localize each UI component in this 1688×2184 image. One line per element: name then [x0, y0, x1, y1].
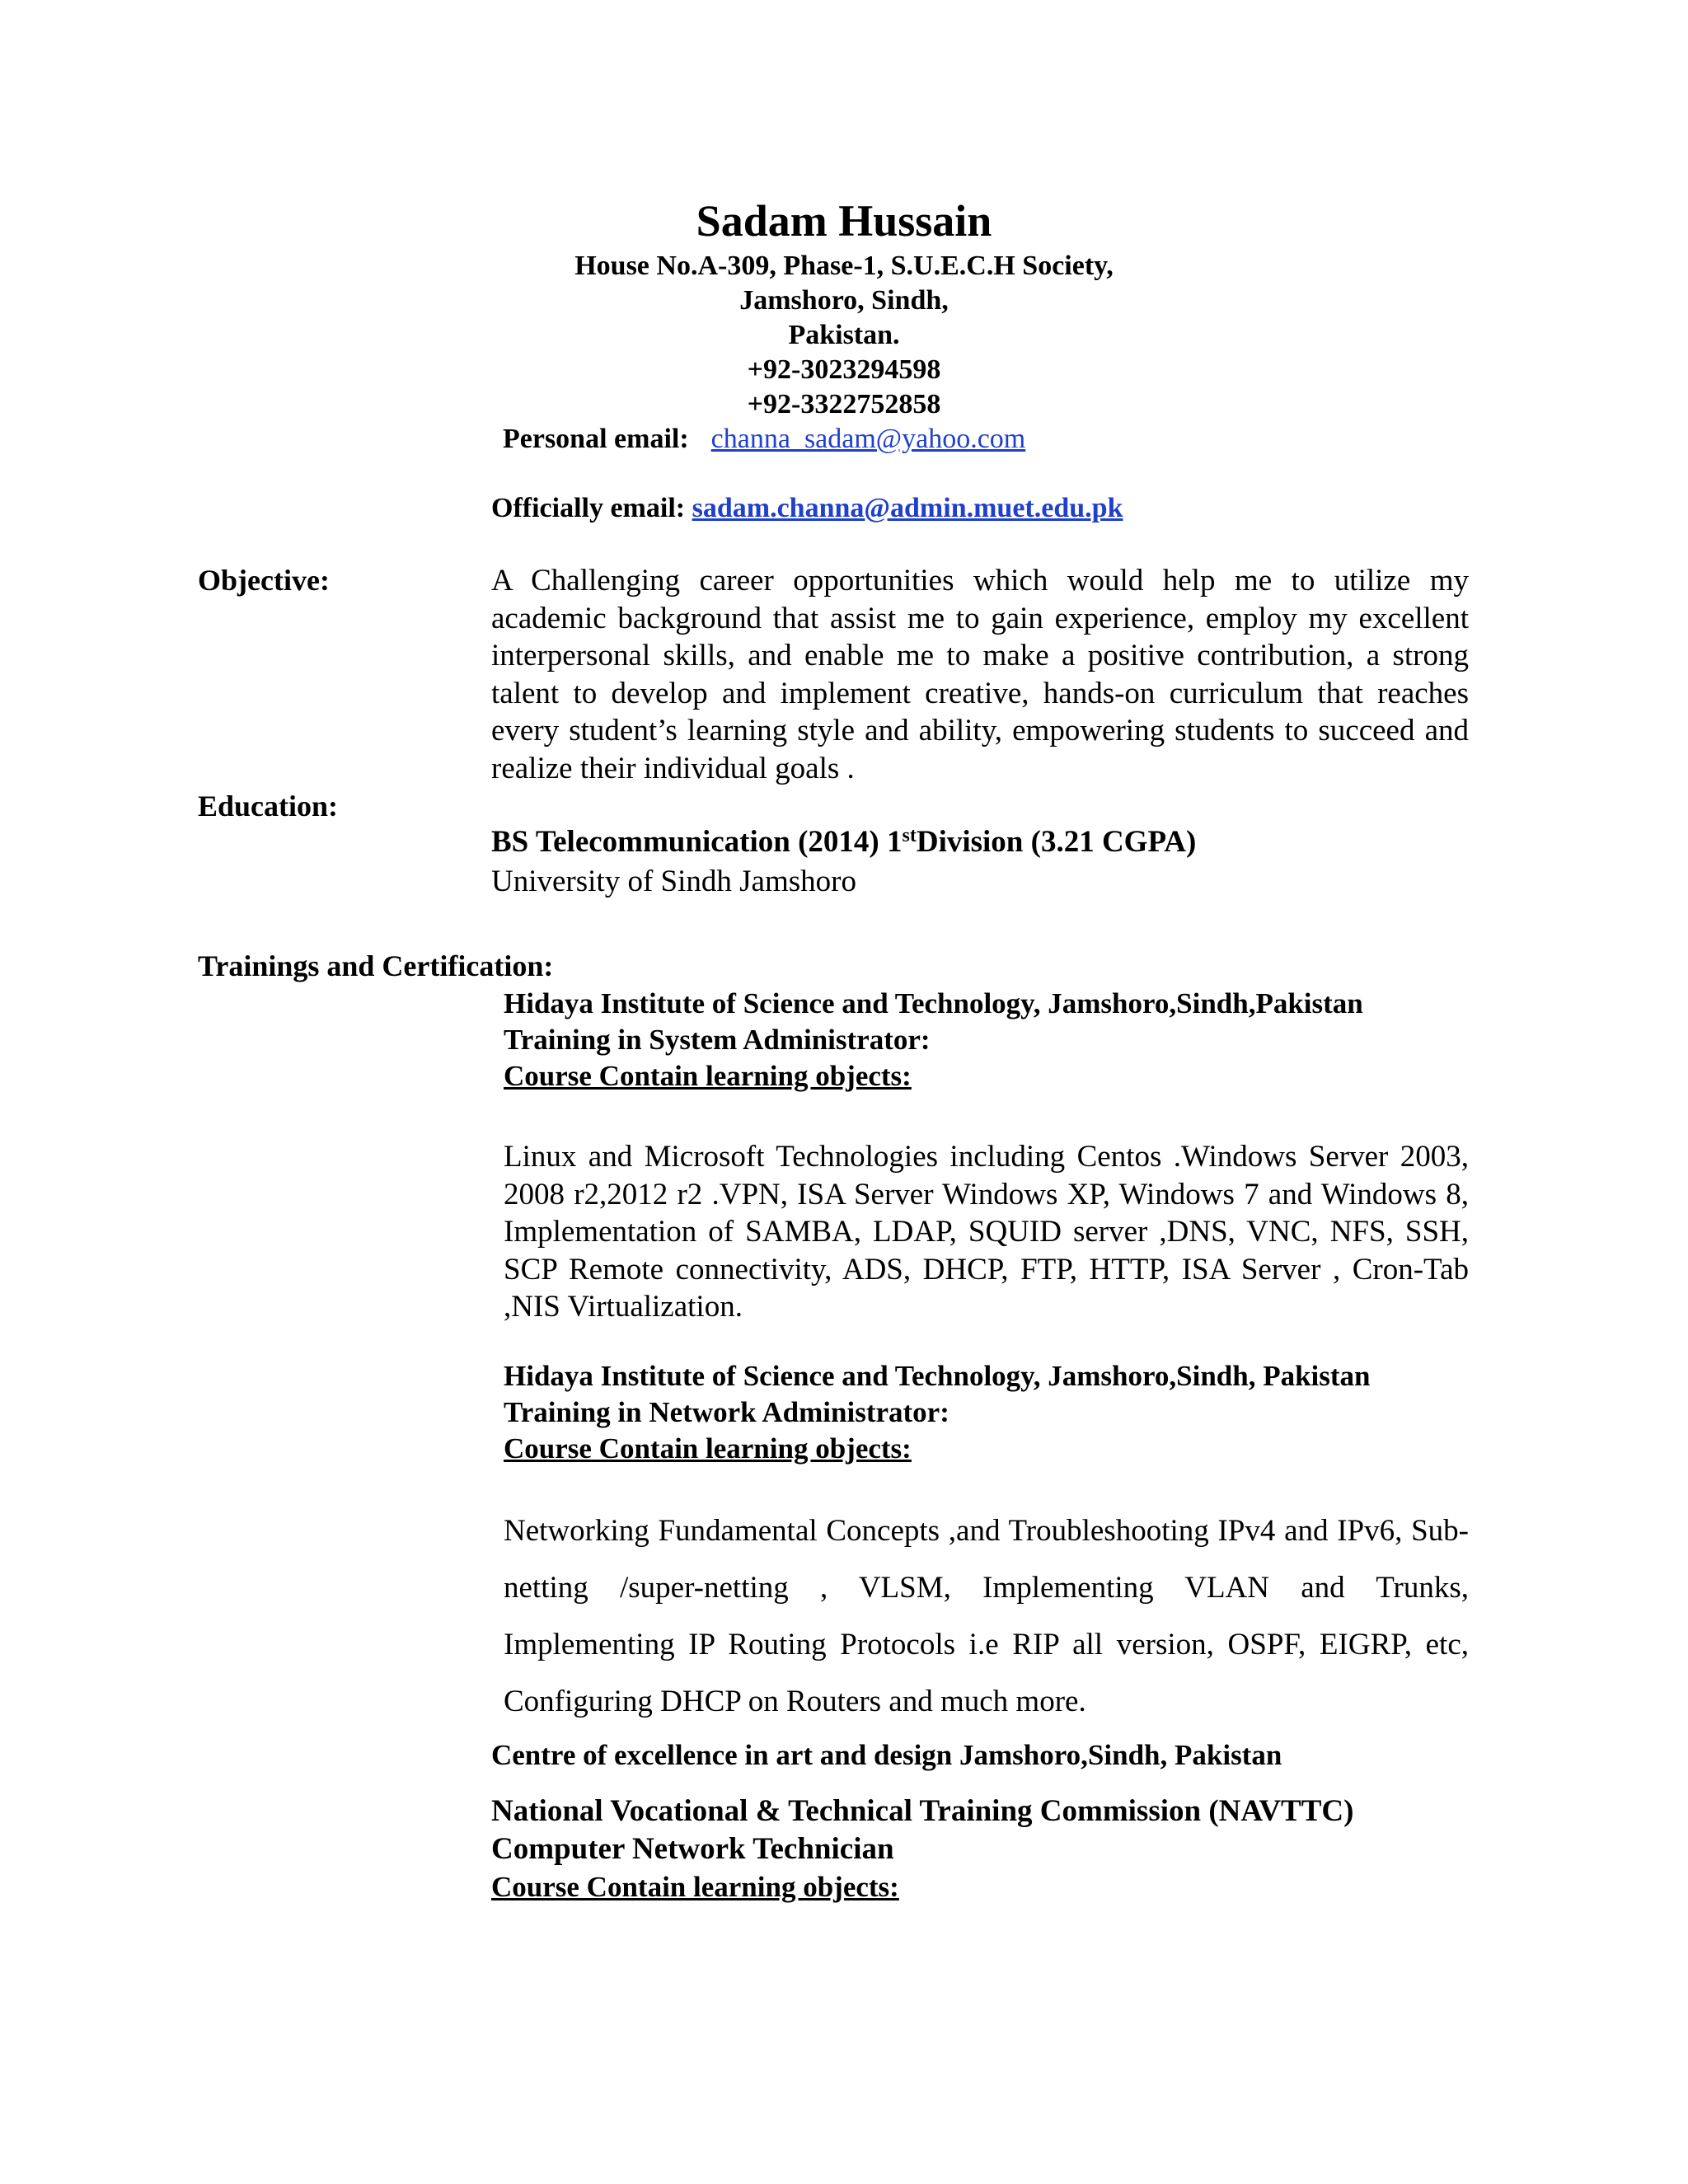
block3-commission: National Vocational & Technical Training Commission (NAVTTC) [491, 1794, 1354, 1828]
personal-email-row [503, 422, 1025, 457]
education-degree [491, 824, 1196, 860]
objective-text: A Challenging career opportunities which would help me to utilize my academic background that assist me to gain experience, employ my excellent interpersonal skills, and enable me to make a positive contribution, a strong talent to develop and implement creative, hands-on curriculum that reaches every student’s learning style and ability, empowering students to succeed and realize their individual goals . [491, 564, 1469, 785]
block2-details: Networking Fundamental Concepts ,and Troubleshooting IPv4 and IPv6, Sub-netting /super-netting , VLSM, Implementing VLAN and Trunks, Implementing IP Routing Protocols i.e RIP all version, OSPF, EIGRP, etc, Configuring DHCP on Routers and much more. [504, 1514, 1469, 1718]
address-line-1: House No.A-309, Phase-1, S.U.E.C.H Society, [574, 251, 1114, 281]
candidate-name: Sadam Hussain [696, 196, 992, 246]
official-email-label: Officially email: [491, 493, 686, 523]
block2-training: Training in Network Administrator: [504, 1396, 950, 1428]
phone-2: +92-3322752858 [747, 389, 941, 419]
block3-course-heading: Course Contain learning objects: [491, 1871, 899, 1903]
degree-text: BS Telecommunication (2014) 1 [491, 825, 903, 859]
phone-1: +92-3023294598 [747, 354, 941, 385]
education-university: University of Sindh Jamshoro [491, 865, 856, 898]
address-line-3: Pakistan. [788, 320, 900, 350]
block3-course-title: Computer Network Technician [491, 1832, 894, 1866]
personal-email-label: Personal email: [503, 424, 689, 454]
block2-institute: Hidaya Institute of Science and Technology, Jamshoro,Sindh, Pakistan [504, 1360, 1371, 1392]
official-email-row [491, 491, 1123, 526]
block1-course-heading: Course Contain learning objects: [504, 1060, 912, 1092]
trainings-label: Trainings and Certification: [198, 949, 554, 982]
education-label: Education: [198, 790, 339, 823]
block1-training: Training in System Administrator: [504, 1024, 931, 1056]
block3-institute: Centre of excellence in art and design Jamshoro,Sindh, Pakistan [491, 1739, 1282, 1771]
official-email-link[interactable]: sadam.channa@admin.muet.edu.pk [692, 493, 1123, 523]
objective-label: Objective: [198, 564, 330, 597]
block2-course-heading: Course Contain learning objects: [504, 1432, 912, 1465]
block1-institute: Hidaya Institute of Science and Technology, Jamshoro,Sindh,Pakistan [504, 987, 1363, 1019]
personal-email-link[interactable]: channa_sadam@yahoo.com [710, 424, 1026, 454]
address-line-2: Jamshoro, Sindh, [739, 285, 949, 316]
degree-rest: Division (3.21 CGPA) [916, 825, 1197, 859]
block1-details: Linux and Microsoft Technologies including Centos .Windows Server 2003, 2008 r2,2012 r2 .VPN, ISA Server Windows XP, Windows 7 and Windows 8, Implementation of SAMBA, LDAP, SQUID server ,DNS, VNC, NFS, SSH, SCP Remote connectivity, ADS, DHCP, FTP, HTTP, ISA Server , Cron-Tab ,NIS Virtualization. [504, 1140, 1469, 1324]
degree-sup: st [902, 825, 917, 846]
